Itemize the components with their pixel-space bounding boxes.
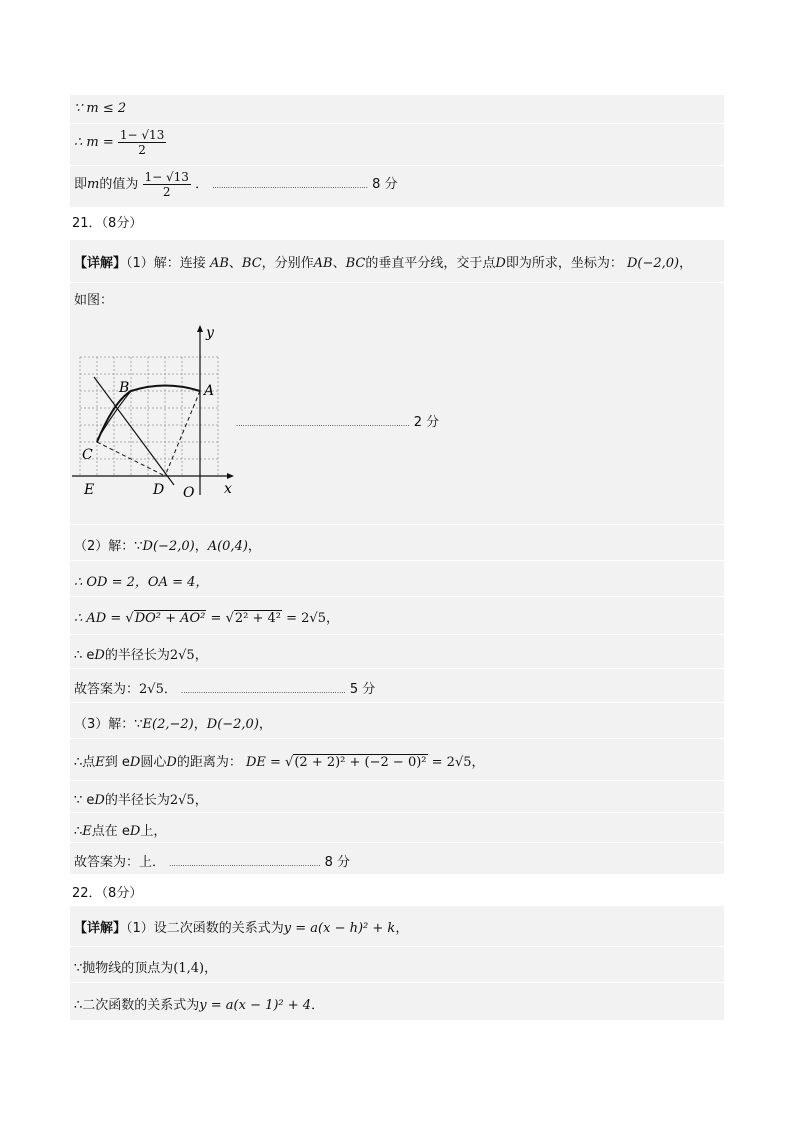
row bbox=[70, 946, 724, 982]
arc bbox=[97, 386, 200, 443]
var-d: D bbox=[166, 755, 177, 770]
row bbox=[70, 634, 724, 668]
row bbox=[70, 596, 724, 634]
q22-line3 bbox=[74, 994, 324, 1013]
label-o: O bbox=[183, 485, 195, 501]
q21-part1-line bbox=[74, 252, 692, 271]
var-d: D bbox=[94, 648, 105, 663]
answer-line bbox=[74, 851, 350, 870]
label-y: y bbox=[206, 325, 214, 341]
label-e: E bbox=[84, 482, 95, 498]
q21-solution-block bbox=[70, 240, 724, 874]
text: ． bbox=[311, 998, 325, 1013]
var-d: D bbox=[129, 755, 141, 770]
text: = bbox=[206, 611, 226, 626]
fraction-denominator: 2 bbox=[138, 143, 146, 157]
q21-part3-line bbox=[74, 713, 272, 732]
text: 的半径长为 bbox=[104, 648, 170, 663]
var-bc: BC bbox=[241, 256, 262, 271]
text: （1）解：连接 bbox=[126, 256, 206, 271]
question-21-title: 21．（8分） bbox=[72, 216, 143, 231]
coordinate-figure bbox=[70, 325, 240, 515]
radius-line bbox=[74, 644, 208, 663]
text: ∵ e bbox=[74, 793, 95, 808]
var-d: D bbox=[129, 824, 141, 839]
value: 2√5 bbox=[169, 793, 195, 808]
label-b: B bbox=[119, 380, 130, 396]
m-equals: ∴ m = bbox=[74, 135, 114, 150]
coord-d: D(−2,0) bbox=[206, 717, 259, 732]
leader-dots: ...................................................................... bbox=[212, 182, 368, 190]
text: 圆心 bbox=[140, 755, 167, 770]
q22-solution-block bbox=[70, 906, 724, 1020]
sqrt-content: (2 + 2)² + (−2 − 0)² bbox=[294, 755, 427, 770]
radius-line bbox=[74, 789, 208, 808]
ad-line bbox=[74, 607, 339, 626]
row bbox=[70, 560, 724, 596]
row bbox=[70, 668, 724, 702]
text: 的值为 bbox=[99, 177, 139, 192]
var-ab: AB bbox=[209, 256, 229, 271]
condition-text: ∵ m ≤ 2 bbox=[74, 101, 127, 116]
vertex: (1,4) bbox=[173, 961, 205, 976]
perpendicular-bisector bbox=[94, 377, 174, 485]
sqrt-sign: √ bbox=[125, 611, 134, 626]
fraction bbox=[118, 128, 166, 157]
detail-label: 【详解】 bbox=[74, 921, 127, 936]
var-e: E bbox=[95, 755, 105, 770]
text: 即 bbox=[74, 177, 88, 192]
row bbox=[70, 282, 724, 562]
m-value-line bbox=[74, 170, 398, 199]
text: ， bbox=[194, 648, 208, 663]
text: 、 bbox=[332, 256, 346, 271]
row bbox=[70, 95, 724, 123]
coord-a: A(0,4) bbox=[207, 539, 248, 554]
var-ab: AB bbox=[313, 256, 333, 271]
score: 8 分 bbox=[324, 855, 351, 870]
prev-solution-block bbox=[70, 95, 724, 207]
row bbox=[70, 738, 724, 780]
coord-d: D(−2,0) bbox=[142, 539, 195, 554]
text: DE = bbox=[245, 755, 281, 770]
fraction-numerator: 1− √13 bbox=[119, 128, 165, 142]
text: ． bbox=[195, 177, 209, 192]
text: ， bbox=[194, 793, 208, 808]
text: ， bbox=[679, 256, 693, 271]
text: 故答案为： bbox=[74, 682, 140, 697]
text: ∴ e bbox=[74, 648, 95, 663]
score: 5 分 bbox=[349, 682, 376, 697]
text: ∵抛物线的顶点为 bbox=[74, 961, 174, 976]
y-arrow bbox=[197, 325, 203, 332]
coord-e: E(2,−2) bbox=[142, 717, 194, 732]
figure-score-line bbox=[236, 411, 439, 430]
score: 8 分 bbox=[372, 177, 398, 192]
q21-part2-line bbox=[74, 535, 261, 554]
leader-dots: .............................................................................. bbox=[236, 420, 410, 428]
var-bc: BC bbox=[345, 256, 366, 271]
as-figure-text: 如图： bbox=[74, 293, 114, 308]
sqrt-content: DO² + AO² bbox=[134, 611, 206, 626]
row bbox=[70, 812, 724, 842]
row bbox=[70, 165, 724, 207]
formula: y = a(x − 1)² + 4 bbox=[199, 998, 312, 1013]
text: ∴二次函数的关系式为 bbox=[74, 998, 200, 1013]
text: ∴ AD = bbox=[74, 611, 122, 626]
var-d: D bbox=[94, 793, 105, 808]
answer-line bbox=[74, 678, 375, 697]
text: ， bbox=[193, 717, 207, 732]
text: 点在 e bbox=[91, 824, 130, 839]
label-x: x bbox=[224, 481, 232, 497]
fraction-denominator: 2 bbox=[162, 185, 171, 199]
de-distance-line bbox=[74, 751, 485, 770]
text: = 2√5， bbox=[427, 755, 485, 770]
value: 2√5 bbox=[169, 648, 195, 663]
text: ∴点 bbox=[74, 755, 96, 770]
row bbox=[70, 524, 724, 560]
text: ，分别作 bbox=[261, 256, 314, 271]
text: ， bbox=[247, 539, 261, 554]
text: 的半径长为 bbox=[104, 793, 170, 808]
row bbox=[70, 123, 724, 165]
leader-dots: .......................................................................... bbox=[181, 687, 346, 695]
var-m: m bbox=[87, 177, 100, 192]
var-e: E bbox=[82, 824, 92, 839]
text: ， bbox=[258, 717, 272, 732]
text: 到 e bbox=[104, 755, 130, 770]
od-oa-line: ∴ OD = 2，OA = 4， bbox=[74, 575, 209, 590]
row bbox=[70, 240, 724, 282]
text: 的距离为： bbox=[176, 755, 242, 770]
text: 的垂直平分线，交于点 bbox=[365, 256, 496, 271]
fraction bbox=[143, 170, 191, 199]
text: 、 bbox=[228, 256, 242, 271]
text: ． bbox=[163, 682, 177, 697]
question-22-title: 22．（8分） bbox=[72, 886, 143, 901]
grid bbox=[80, 357, 218, 476]
text: （2）解：∵ bbox=[74, 539, 143, 554]
value: 2√5 bbox=[139, 682, 164, 697]
var-d: D bbox=[495, 256, 506, 271]
row bbox=[70, 702, 724, 738]
row bbox=[70, 780, 724, 812]
label-d: D bbox=[153, 482, 165, 498]
fraction-numerator: 1− √13 bbox=[144, 170, 189, 184]
formula: y = a(x − h)² + k bbox=[283, 921, 396, 936]
text: ∴ bbox=[74, 824, 83, 839]
label-c: C bbox=[82, 447, 93, 463]
point-on-circle-line bbox=[74, 820, 166, 839]
text: 即为所求，坐标为： bbox=[505, 256, 623, 271]
coord-d: D(−2,0) bbox=[627, 256, 680, 271]
sqrt-sign: √ bbox=[225, 611, 234, 626]
text: （3）解：∵ bbox=[74, 717, 143, 732]
q22-line1 bbox=[74, 917, 408, 936]
sqrt-sign: √ bbox=[285, 755, 294, 770]
row bbox=[70, 842, 724, 874]
text: 上， bbox=[140, 824, 167, 839]
row bbox=[70, 982, 724, 1020]
text: ， bbox=[395, 921, 409, 936]
detail-label: 【详解】 bbox=[74, 256, 127, 271]
x-arrow bbox=[227, 473, 234, 479]
sqrt-content: 2² + 4² bbox=[234, 611, 281, 626]
segment-ad bbox=[165, 391, 200, 476]
score: 2 分 bbox=[413, 415, 440, 430]
text: = 2√5， bbox=[282, 611, 339, 626]
row bbox=[70, 906, 724, 946]
m-result-line bbox=[74, 128, 166, 157]
text: ， bbox=[194, 539, 208, 554]
text: 故答案为：上． bbox=[74, 855, 166, 870]
q22-line2 bbox=[74, 957, 217, 976]
text: （1）设二次函数的关系式为 bbox=[126, 921, 284, 936]
text: ， bbox=[204, 961, 218, 976]
label-a: A bbox=[204, 383, 215, 399]
leader-dots: .................................................................... bbox=[169, 860, 321, 868]
